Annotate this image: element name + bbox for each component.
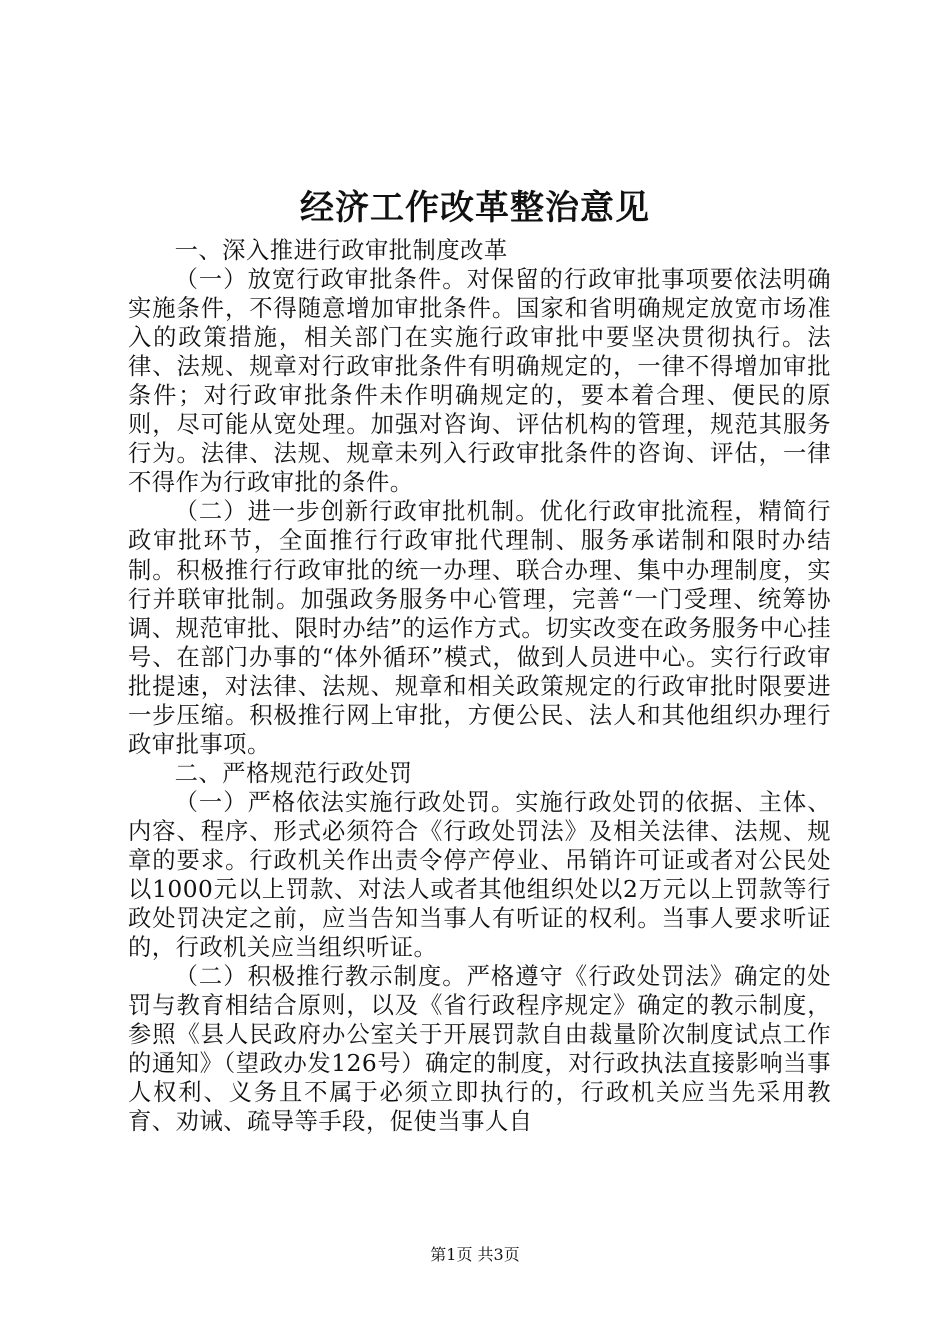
document-title: 经济工作改革整治意见 [300, 188, 650, 228]
body-paragraph: （一）放宽行政审批条件。对保留的行政审批事项要依法明确实施条件，不得随意增加审批条件。国家和省明确规定放宽市场准入的政策措施，相关部门在实施行政审批中要坚决贯彻执行。法律、法规、规章对行政审批条件有明确规定的，一律不得增加审批条件；对行政审批条件未作明确规定的，要本着合理、便民的原则，尽可能从宽处理。加强对咨询、评估机构的管理，规范其服务行为。法律、法规、规章未列入行政审批条件的咨询、评估，一律不得作为行政审批的条件。 [128, 266, 831, 497]
body-paragraph: （一）严格依法实施行政处罚。实施行政处罚的依据、主体、内容、程序、形式必须符合《行政处罚法》及相关法律、法规、规章的要求。行政机关作出责令停产停业、吊销许可证或者对公民处以1000元以上罚款、对法人或者其他组织处以2万元以上罚款等行政处罚决定之前，应当告知当事人有听证的权利。当事人要求听证的，行政机关应当组织听证。 [128, 788, 831, 962]
body-paragraph: （二）进一步创新行政审批机制。优化行政审批流程，精简行政审批环节，全面推行行政审批代理制、服务承诺制和限时办结制。积极推行行政审批的统一办理、联合办理、集中办理制度，实行并联审批制。加强政务服务中心管理，完善“一门受理、统筹协调、规范审批、限时办结”的运作方式。切实改变在政务服务中心挂号、在部门办事的“体外循环”模式，做到人员进中心。实行行政审批提速，对法律、法规、规章和相关政策规定的行政审批时限要进一步压缩。积极推行网上审批，方便公民、法人和其他组织办理行政审批事项。 [128, 498, 831, 758]
section-heading: 一、深入推进行政审批制度改革 [174, 237, 508, 264]
page-number-footer: 第1页 共3页 [430, 1245, 520, 1264]
body-paragraph: （二）积极推行教示制度。严格遵守《行政处罚法》确定的处罚与教育相结合原则，以及《省行政程序规定》确定的教示制度，参照《县人民政府办公室关于开展罚款自由裁量阶次制度试点工作的通知》（望政办发126号）确定的制度，对行政执法直接影响当事人权利、义务且不属于必须立即执行的，行政机关应当先采用教育、劝诫、疏导等手段，促使当事人自 [128, 963, 831, 1136]
section-heading: 二、严格规范行政处罚 [174, 759, 413, 787]
document-body [128, 236, 831, 1136]
